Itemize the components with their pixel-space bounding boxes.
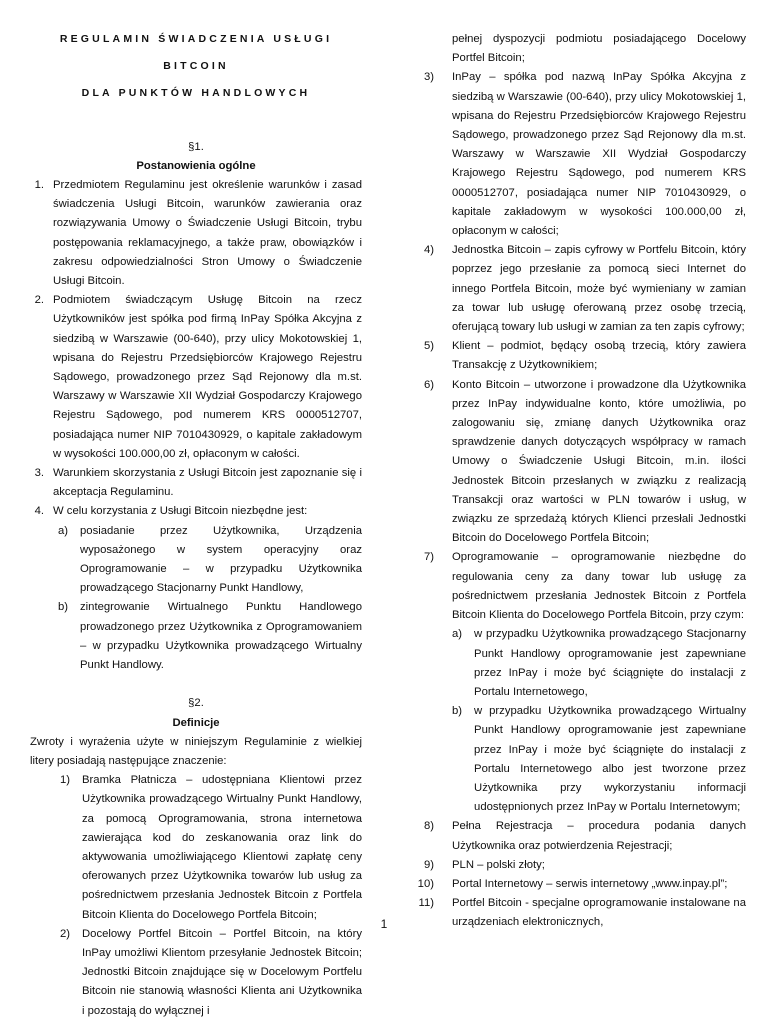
section-1-list: [30, 176, 362, 675]
title-line-1: REGULAMIN ŚWIADCZENIA USŁUGI: [59, 33, 333, 45]
definition-text: Portal Internetowy – serwis internetowy „www.inpay.pl”;: [452, 877, 728, 890]
definition-text: Klient – podmiot, będący osobą trzecią, który zawiera Transakcję z Użytkownikiem;: [452, 340, 746, 372]
definition-text: Jednostka Bitcoin – zapis cyfrowy w Portfelu Bitcoin, który poprzez jego przesłanie za pomocą sieci Internet do innego Portfela Bitcoin, może być wymieniany w zamian za towar lub usługę oferowaną przez osobę trzecią, oferującą towary lub usługi w zamian za ten zapis cyfrowy;: [452, 244, 746, 334]
definition-number: 6): [423, 378, 434, 391]
list-item: [30, 176, 362, 291]
definition-item: [412, 856, 746, 875]
list-item-number: 1.: [34, 179, 44, 192]
definition-text: InPay – spółka pod nazwą InPay Spółka Akcyjna z siedzibą w Warszawie (00-640), przy ulicy Mokotowskiej 1, wpisana do Rejestru Przedsiębiorców Krajowego Rejestru Sądowego, prowadzonego przez Sąd Rejonowy dla m.st. Warszawy w Warszawie XII Wydział Gospodarczy Krajowego Rejestru Sądowego, pod numerem KRS 0000512707, posiadająca numer NIP 7010430929, o kapitale zakładowym w wysokości 100.000,00 zł, opłaconym w całości;: [452, 71, 746, 238]
definition-text: Konto Bitcoin – utworzone i prowadzone dla Użytkownika przez InPay indywidualne konto, które umożliwia, po zalogowaniu się, zmianę danych Użytkownika oraz sprawdzenie danych dotyczących współpracy w ramach Umowy o Świadczenie Usługi Bitcoin, m.in. ilości Jednostek Bitcoin przesłanych w związku z realizacją Transakcji oraz wartości w PLN towarów i usług, w związku ze sprzedażą których Klienci przesłali Jednostki Bitcoin do Docelowego Portfela Bitcoin;: [452, 378, 746, 545]
page-number: 1: [380, 917, 388, 931]
section-2-number: §2.: [188, 697, 204, 710]
list-item: [30, 464, 362, 502]
definition-number: 8): [423, 820, 434, 833]
sub-definition-text: w przypadku Użytkownika prowadzącego Wirtualny Punkt Handlowy oprogramowanie jest zapewniane przez InPay i może być ściągnięte do instalacji z Portalu Internetowego albo jest tworzone przez Użytkownika przy wykorzystaniu informacji udostępnionych przez InPay w Portalu Internetowym;: [474, 705, 746, 814]
definition-number: 3): [423, 71, 434, 84]
list-item-number: 4.: [34, 505, 44, 518]
definition-item: [412, 68, 746, 241]
list-item-number: 2.: [34, 294, 44, 307]
sub-list-item-letter: a): [57, 524, 68, 537]
title-line-3: DLA PUNKTÓW HANDLOWYCH: [81, 87, 311, 100]
section-2-list: [30, 771, 362, 1021]
definition-number: 2): [59, 927, 70, 940]
continued-text: pełnej dyspozycji podmiotu posiadającego Docelowy Portfel Bitcoin;: [452, 33, 746, 65]
sub-list-item-letter: b): [57, 601, 68, 614]
list-item: [30, 502, 362, 521]
list-item-number: 3.: [34, 467, 44, 480]
definition-text: PLN – polski złoty;: [452, 858, 545, 871]
definition-text: Pełna Rejestracja – procedura podania danych Użytkownika oraz potwierdzenia Rejestracji;: [452, 820, 746, 852]
definition-number: 9): [423, 858, 434, 871]
definition-item: [30, 925, 362, 1021]
list-item: [30, 291, 362, 464]
definition-number: 7): [423, 551, 434, 564]
definition-text: Docelowy Portfel Bitcoin – Portfel Bitcoin, na który InPay umożliwi Klientom przesyłanie Jednostek Bitcoin; Jednostki Bitcoin znajdujące się w Docelowym Portfelu Bitcoin nie stanowią własności Klienta ani Użytkownika i pozostają do wyłącznej i: [82, 927, 362, 1017]
list-item-text: Warunkiem skorzystania z Usługi Bitcoin jest zapoznanie się i akceptacja Regulaminu.: [53, 467, 362, 499]
definition-number: 4): [423, 244, 434, 257]
definition-item: [412, 875, 746, 894]
definition-number: 1): [59, 774, 70, 787]
definition-item: [412, 241, 746, 337]
definition-number: 10): [417, 877, 434, 890]
sub-definition-text: w przypadku Użytkownika prowadzącego Stacjonarny Punkt Handlowy oprogramowanie jest zapewniane przez InPay i może być ściągnięte do instalacji z Portalu Internetowego,: [474, 628, 746, 698]
definition-text: Portfel Bitcoin - specjalne oprogramowanie instalowane na urządzeniach elektronicznych,: [452, 897, 746, 929]
section-1-title: Postanowienia ogólne: [136, 159, 256, 172]
definition-item: [30, 771, 362, 925]
definition-number: 5): [423, 340, 434, 353]
definition-number: 11): [418, 897, 434, 910]
definition-item: [412, 548, 746, 625]
section-2-title: Definicje: [172, 716, 220, 729]
sub-definition-letter: b): [452, 705, 463, 718]
left-column: [30, 30, 362, 1021]
definition-text: Oprogramowanie – oprogramowanie niezbędne do regulowania ceny za dany towar lub usługę za pośrednictwem przesłania Jednostek Bitcoin z Portfela Bitcoin Klienta do Docelowego Portfela Bitcoin, przy czym:: [452, 551, 746, 622]
section-1-number: §1.: [188, 140, 204, 153]
definition-text: Bramka Płatnicza – udostępniana Klientowi przez Użytkownika prowadzącego Wirtualny Punkt Handlowy, za pomocą Oprogramowania, strona internetowa zawierająca kod do zeskanowania oraz link do aktywowania umożliwiającego Klientowi zapłatę ceny oferowanych przez Użytkownika towarów lub usług za pośrednictwem przesłania Jednostek Bitcoin z Portfela Bitcoin Klienta do Docelowego Portfela Bitcoin;: [82, 774, 362, 921]
sub-definition-item: [412, 702, 746, 817]
definition-item: [412, 817, 746, 855]
title-line-2: BITCOIN: [163, 60, 229, 73]
definition-item: [412, 337, 746, 375]
list-item-text: W celu korzystania z Usługi Bitcoin niezbędne jest:: [53, 505, 308, 518]
list-item-text: Przedmiotem Regulaminu jest określenie warunków i zasad świadczenia Usługi Bitcoin, warunków zawierania oraz rozwiązywania Umowy o Świadczenie Usługi Bitcoin, trybu postępowania reklamacyjnego, a także praw, obowiązków i zakresu odpowiedzialności Stron Umowy o Świadczenie Usługi Bitcoin.: [53, 179, 362, 288]
definition-item: [412, 376, 746, 549]
sub-definition-item: [412, 625, 746, 702]
sub-list-item-text: posiadanie przez Użytkownika, Urządzenia wyposażonego w system operacyjny oraz Oprogramowanie – w przypadku Użytkownika prowadzącego Stacjonarny Punkt Handlowy,: [80, 524, 362, 595]
list-item-text: Podmiotem świadczącym Usługę Bitcoin na rzecz Użytkowników jest spółka pod firmą InPay Spółka Akcyjna z siedzibą w Warszawie (00-640), przy ulicy Mokotowskiej 1, wpisana do Rejestru Przedsiębiorców Krajowego Rejestru Sądowego, prowadzonego przez Sąd Rejonowy dla m.st. Warszawy w Warszawie XII Wydział Gospodarczy Krajowego Rejestru Sądowego, pod numerem KRS 0000512707, posiadająca numer NIP 7010430929, o kapitale zakładowym w wysokości 100.000,00 zł, opłaconym w całości.: [53, 294, 362, 460]
right-column: [412, 30, 746, 933]
sub-list-item-text: zintegrowanie Wirtualnego Punktu Handlowego prowadzonego przez Użytkownika z Oprogramowaniem – w przypadku Użytkownika prowadzącego Wirtualny Punkt Handlowy.: [80, 601, 362, 672]
sub-definition-letter: a): [452, 628, 463, 641]
section-2-intro: Zwroty i wyrażenia użyte w niniejszym Regulaminie z wielkiej litery posiadają następujące znaczenie:: [30, 735, 362, 767]
sub-list-item: [30, 598, 362, 675]
sub-list-item: [30, 522, 362, 599]
